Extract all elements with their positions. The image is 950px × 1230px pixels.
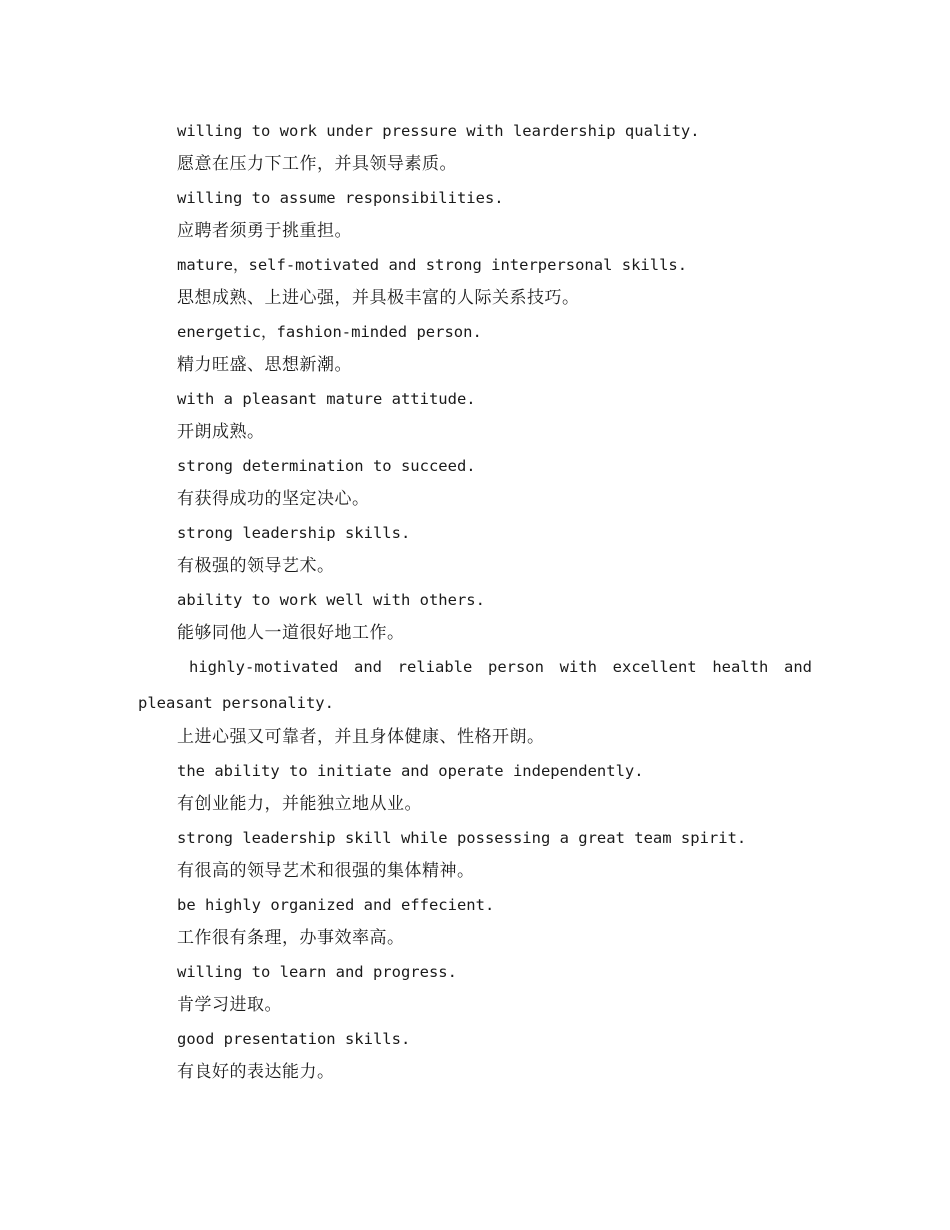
chinese-translation: 有获得成功的坚定决心。 xyxy=(177,489,370,509)
english-phrase: be highly organized and effecient. xyxy=(177,896,495,914)
word: highly-motivated xyxy=(189,658,339,676)
chinese-translation: 有极强的领导艺术。 xyxy=(177,556,335,576)
english-phrase: strong leadership skills. xyxy=(177,524,411,542)
english-phrase-continuation: pleasant personality. xyxy=(138,694,334,712)
chinese-translation: 应聘者须勇于挑重担。 xyxy=(177,221,352,241)
word: and xyxy=(784,658,812,676)
chinese-translation: 有很高的领导艺术和很强的集体精神。 xyxy=(177,861,475,881)
chinese-translation: 有良好的表达能力。 xyxy=(177,1062,335,1082)
english-phrase: the ability to initiate and operate independently. xyxy=(177,762,644,780)
english-phrase: good presentation skills. xyxy=(177,1030,411,1048)
chinese-translation: 有创业能力，并能独立地从业。 xyxy=(177,794,422,814)
word: reliable xyxy=(397,658,473,676)
english-phrase: energetic，fashion-minded person. xyxy=(177,323,482,341)
chinese-translation: 精力旺盛、思想新潮。 xyxy=(177,355,352,375)
english-phrase: strong leadership skill while possessing a great team spirit. xyxy=(177,829,747,847)
english-phrase: mature，self-motivated and strong interpersonal skills. xyxy=(177,256,688,274)
chinese-translation: 工作很有条理，办事效率高。 xyxy=(177,928,405,948)
word: person xyxy=(487,658,544,676)
chinese-translation: 能够同他人一道很好地工作。 xyxy=(177,623,405,643)
english-phrase: strong determination to succeed. xyxy=(177,457,476,475)
word: and xyxy=(353,658,382,676)
english-phrase: willing to learn and progress. xyxy=(177,963,457,981)
chinese-translation: 开朗成熟。 xyxy=(177,422,265,442)
chinese-translation: 上进心强又可靠者，并且身体健康、性格开朗。 xyxy=(177,727,545,747)
chinese-translation: 愿意在压力下工作，并具领导素质。 xyxy=(177,154,457,174)
english-phrase: with a pleasant mature attitude. xyxy=(177,390,476,408)
english-phrase: willing to work under pressure with leardership quality. xyxy=(177,122,700,140)
english-phrase: willing to assume responsibilities. xyxy=(177,189,504,207)
word: excellent xyxy=(612,658,697,676)
word: with xyxy=(559,658,597,676)
english-phrase-justified xyxy=(189,657,812,677)
chinese-translation: 肯学习进取。 xyxy=(177,995,282,1015)
word: health xyxy=(712,658,769,676)
english-phrase: ability to work well with others. xyxy=(177,591,485,609)
chinese-translation: 思想成熟、上进心强，并具极丰富的人际关系技巧。 xyxy=(177,288,580,308)
